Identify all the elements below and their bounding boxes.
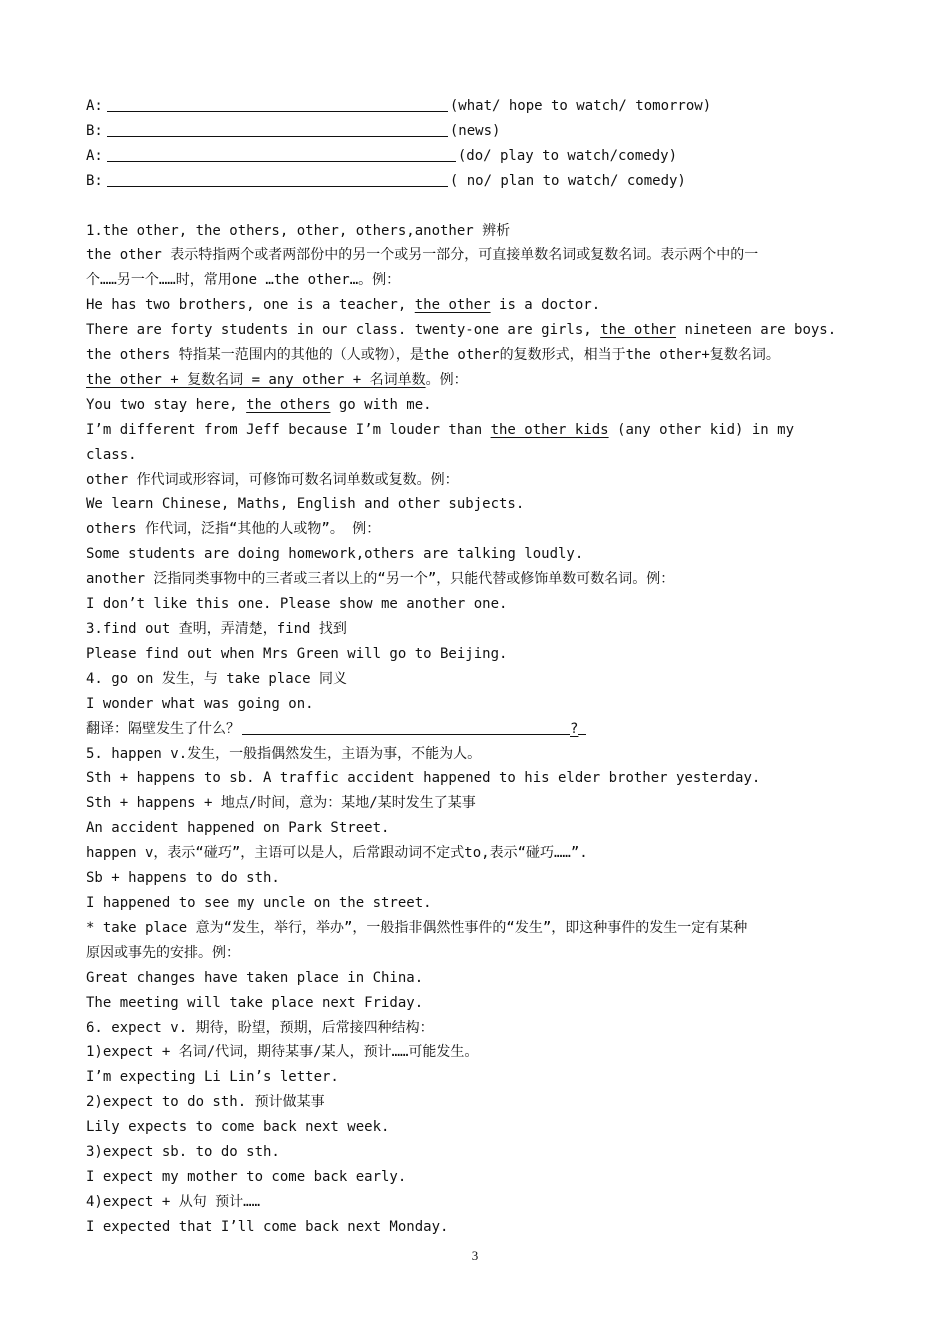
example-line: I don’t like this one. Please show me another one.: [86, 596, 508, 613]
text-line: the other + 复数名词 = any other + 名词单数。例：: [86, 371, 468, 388]
text-line: the other 表示特指两个或者两部份中的另一个或另一部分，可直接单数名词或复数名词。表示两个中的一: [86, 247, 759, 264]
text-line: * take place 意为“发生，举行，举办”，一般指非偶然性事件的“发生”，即这种事件的发生一定有某种: [86, 919, 748, 936]
blank-tail: [578, 717, 586, 735]
example-line: I’m expecting Li Lin’s letter.: [86, 1069, 339, 1086]
answer-blank[interactable]: [107, 119, 448, 137]
dialogue-line: [86, 169, 886, 194]
text-line: 2)expect to do sth. 预计做某事: [86, 1094, 325, 1111]
speaker-label: A:: [86, 147, 103, 164]
dialogue-hint: (news): [449, 122, 501, 139]
example-line: Lily expects to come back next week.: [86, 1119, 390, 1136]
example-line: I happened to see my uncle on the street.: [86, 894, 432, 911]
dialogue-line: [86, 144, 886, 169]
underlined-phrase: the other: [600, 322, 677, 339]
text-line: the others 特指某一范围内的其他的（人或物），是the other的复数形式，相当于the other+复数名词。: [86, 347, 780, 364]
underlined-phrase: the others: [246, 396, 331, 413]
example-line: Great changes have taken place in China.: [86, 969, 424, 986]
example-line: I’m different from Jeff because I’m louder than the other kids (any other kid) in my: [86, 421, 795, 438]
dialogue-line: [86, 119, 886, 144]
example-line: There are forty students in our class. twenty-one are girls, the other nineteen are boys.: [86, 322, 837, 339]
speaker-label: A:: [86, 98, 103, 114]
text-line: Sb + happens to do sth.: [86, 870, 280, 887]
text-line: 3)expect sb. to do sth.: [86, 1144, 280, 1161]
section-title: 1.the other, the others, other, others,another 辨析: [86, 222, 511, 239]
text-line: another 泛指同类事物中的三者或三者以上的“另一个”，只能代替或修饰单数可数名词。例：: [86, 571, 675, 588]
section-title: 5. happen v.发生，一般指偶然发生，主语为事，不能为人。: [86, 745, 482, 762]
example-line: I wonder what was going on.: [86, 695, 314, 712]
underlined-phrase: the other kids: [490, 421, 609, 438]
example-line: I expected that I’ll come back next Monday.: [86, 1218, 449, 1235]
underlined-phrase: the other + 复数名词 = any other + 名词单数: [86, 371, 426, 388]
speaker-label: B:: [86, 122, 103, 139]
section-title: 6. expect v. 期待，盼望，预期，后常接四种结构：: [86, 1019, 434, 1036]
page-number: 3: [471, 1248, 479, 1263]
example-line: An accident happened on Park Street.: [86, 820, 390, 837]
example-line: Some students are doing homework,others are talking loudly.: [86, 546, 584, 563]
text-line: others 作代词，泛指“其他的人或物”。 例：: [86, 521, 381, 538]
text-line: Sth + happens + 地点/时间，意为：某地/某时发生了某事: [86, 795, 476, 812]
example-line: The meeting will take place next Friday.: [86, 994, 424, 1011]
text-line: other 作代词或形容词，可修饰可数名词单数或复数。例：: [86, 471, 459, 488]
answer-blank[interactable]: [107, 94, 448, 112]
translation-line: 翻译：隔壁发生了什么？ ?: [86, 717, 886, 742]
question-mark: ?: [570, 720, 579, 737]
text-line: 4)expect + 从句 预计……: [86, 1193, 261, 1210]
answer-blank[interactable]: [107, 144, 456, 162]
section-title: 4. go on 发生，与 take place 同义: [86, 670, 348, 687]
example-line: He has two brothers, one is a teacher, the other is a doctor.: [86, 297, 601, 314]
dialogue-hint: ( no/ plan to watch/ comedy): [449, 172, 686, 189]
dialogue-hint: (what/ hope to watch/ tomorrow): [449, 98, 712, 114]
section-title: 3.find out 查明，弄清楚，find 找到: [86, 621, 347, 638]
text-line: 个……另一个……时，常用one …the other…。例：: [86, 272, 401, 289]
spacer: [86, 194, 886, 219]
example-line: Sth + happens to sb. A traffic accident happened to his elder brother yesterday.: [86, 770, 761, 787]
example-line: We learn Chinese, Maths, English and other subjects.: [86, 496, 525, 513]
dialogue-hint: (do/ play to watch/comedy): [457, 147, 678, 164]
speaker-label: B:: [86, 172, 103, 189]
text-line: happen v，表示“碰巧”，主语可以是人，后常跟动词不定式to,表示“碰巧……”.: [86, 845, 588, 862]
document-body: [86, 94, 886, 1240]
answer-blank[interactable]: [107, 169, 448, 187]
text-line: 1)expect + 名词/代词，期待某事/某人，预计……可能发生。: [86, 1044, 479, 1061]
example-line: I expect my mother to come back early.: [86, 1168, 407, 1185]
translation-blank[interactable]: [242, 717, 570, 735]
underlined-phrase: the other: [414, 297, 491, 314]
example-line: You two stay here, the others go with me.: [86, 396, 432, 413]
text-line: 原因或事先的安排。例：: [86, 944, 240, 961]
example-line: class.: [86, 446, 137, 463]
dialogue-line: [86, 94, 886, 119]
example-line: Please find out when Mrs Green will go to Beijing.: [86, 645, 508, 662]
